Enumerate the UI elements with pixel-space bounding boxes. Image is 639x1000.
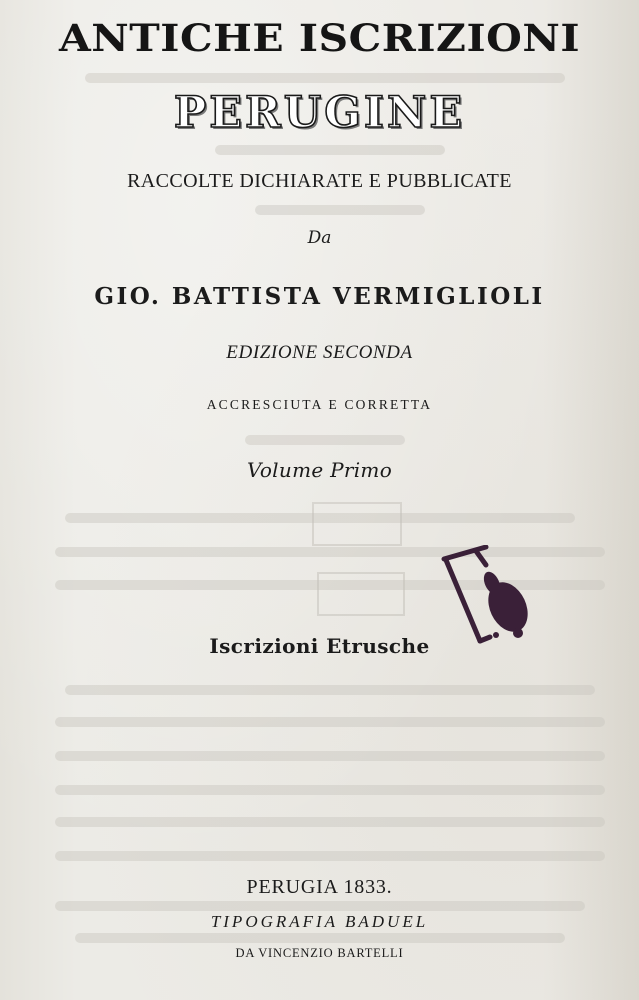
edition-line: EDIZIONE SECONDA	[226, 342, 413, 363]
by-line: Da	[307, 228, 332, 248]
book-subtitle: PERUGINE	[173, 88, 466, 138]
book-title: ANTICHE ISCRIZIONI	[58, 15, 581, 61]
printer-credit: DA VINCENZIO BARTELLI	[235, 946, 404, 960]
library-stamp-icon	[440, 545, 535, 650]
section-title: Iscrizioni Etrusche	[209, 634, 430, 658]
collected-line: RACCOLTE DICHIARATE E PUBBLICATE	[127, 170, 512, 192]
printer-name: TIPOGRAFIA BADUEL	[210, 912, 429, 931]
author-name: GIO. BATTISTA VERMIGLIOLI	[94, 283, 545, 310]
edition-note: ACCRESCIUTA E CORRETTA	[206, 397, 433, 412]
volume-line: Volume Primo	[246, 458, 393, 482]
place-and-year: PERUGIA 1833.	[246, 876, 393, 898]
